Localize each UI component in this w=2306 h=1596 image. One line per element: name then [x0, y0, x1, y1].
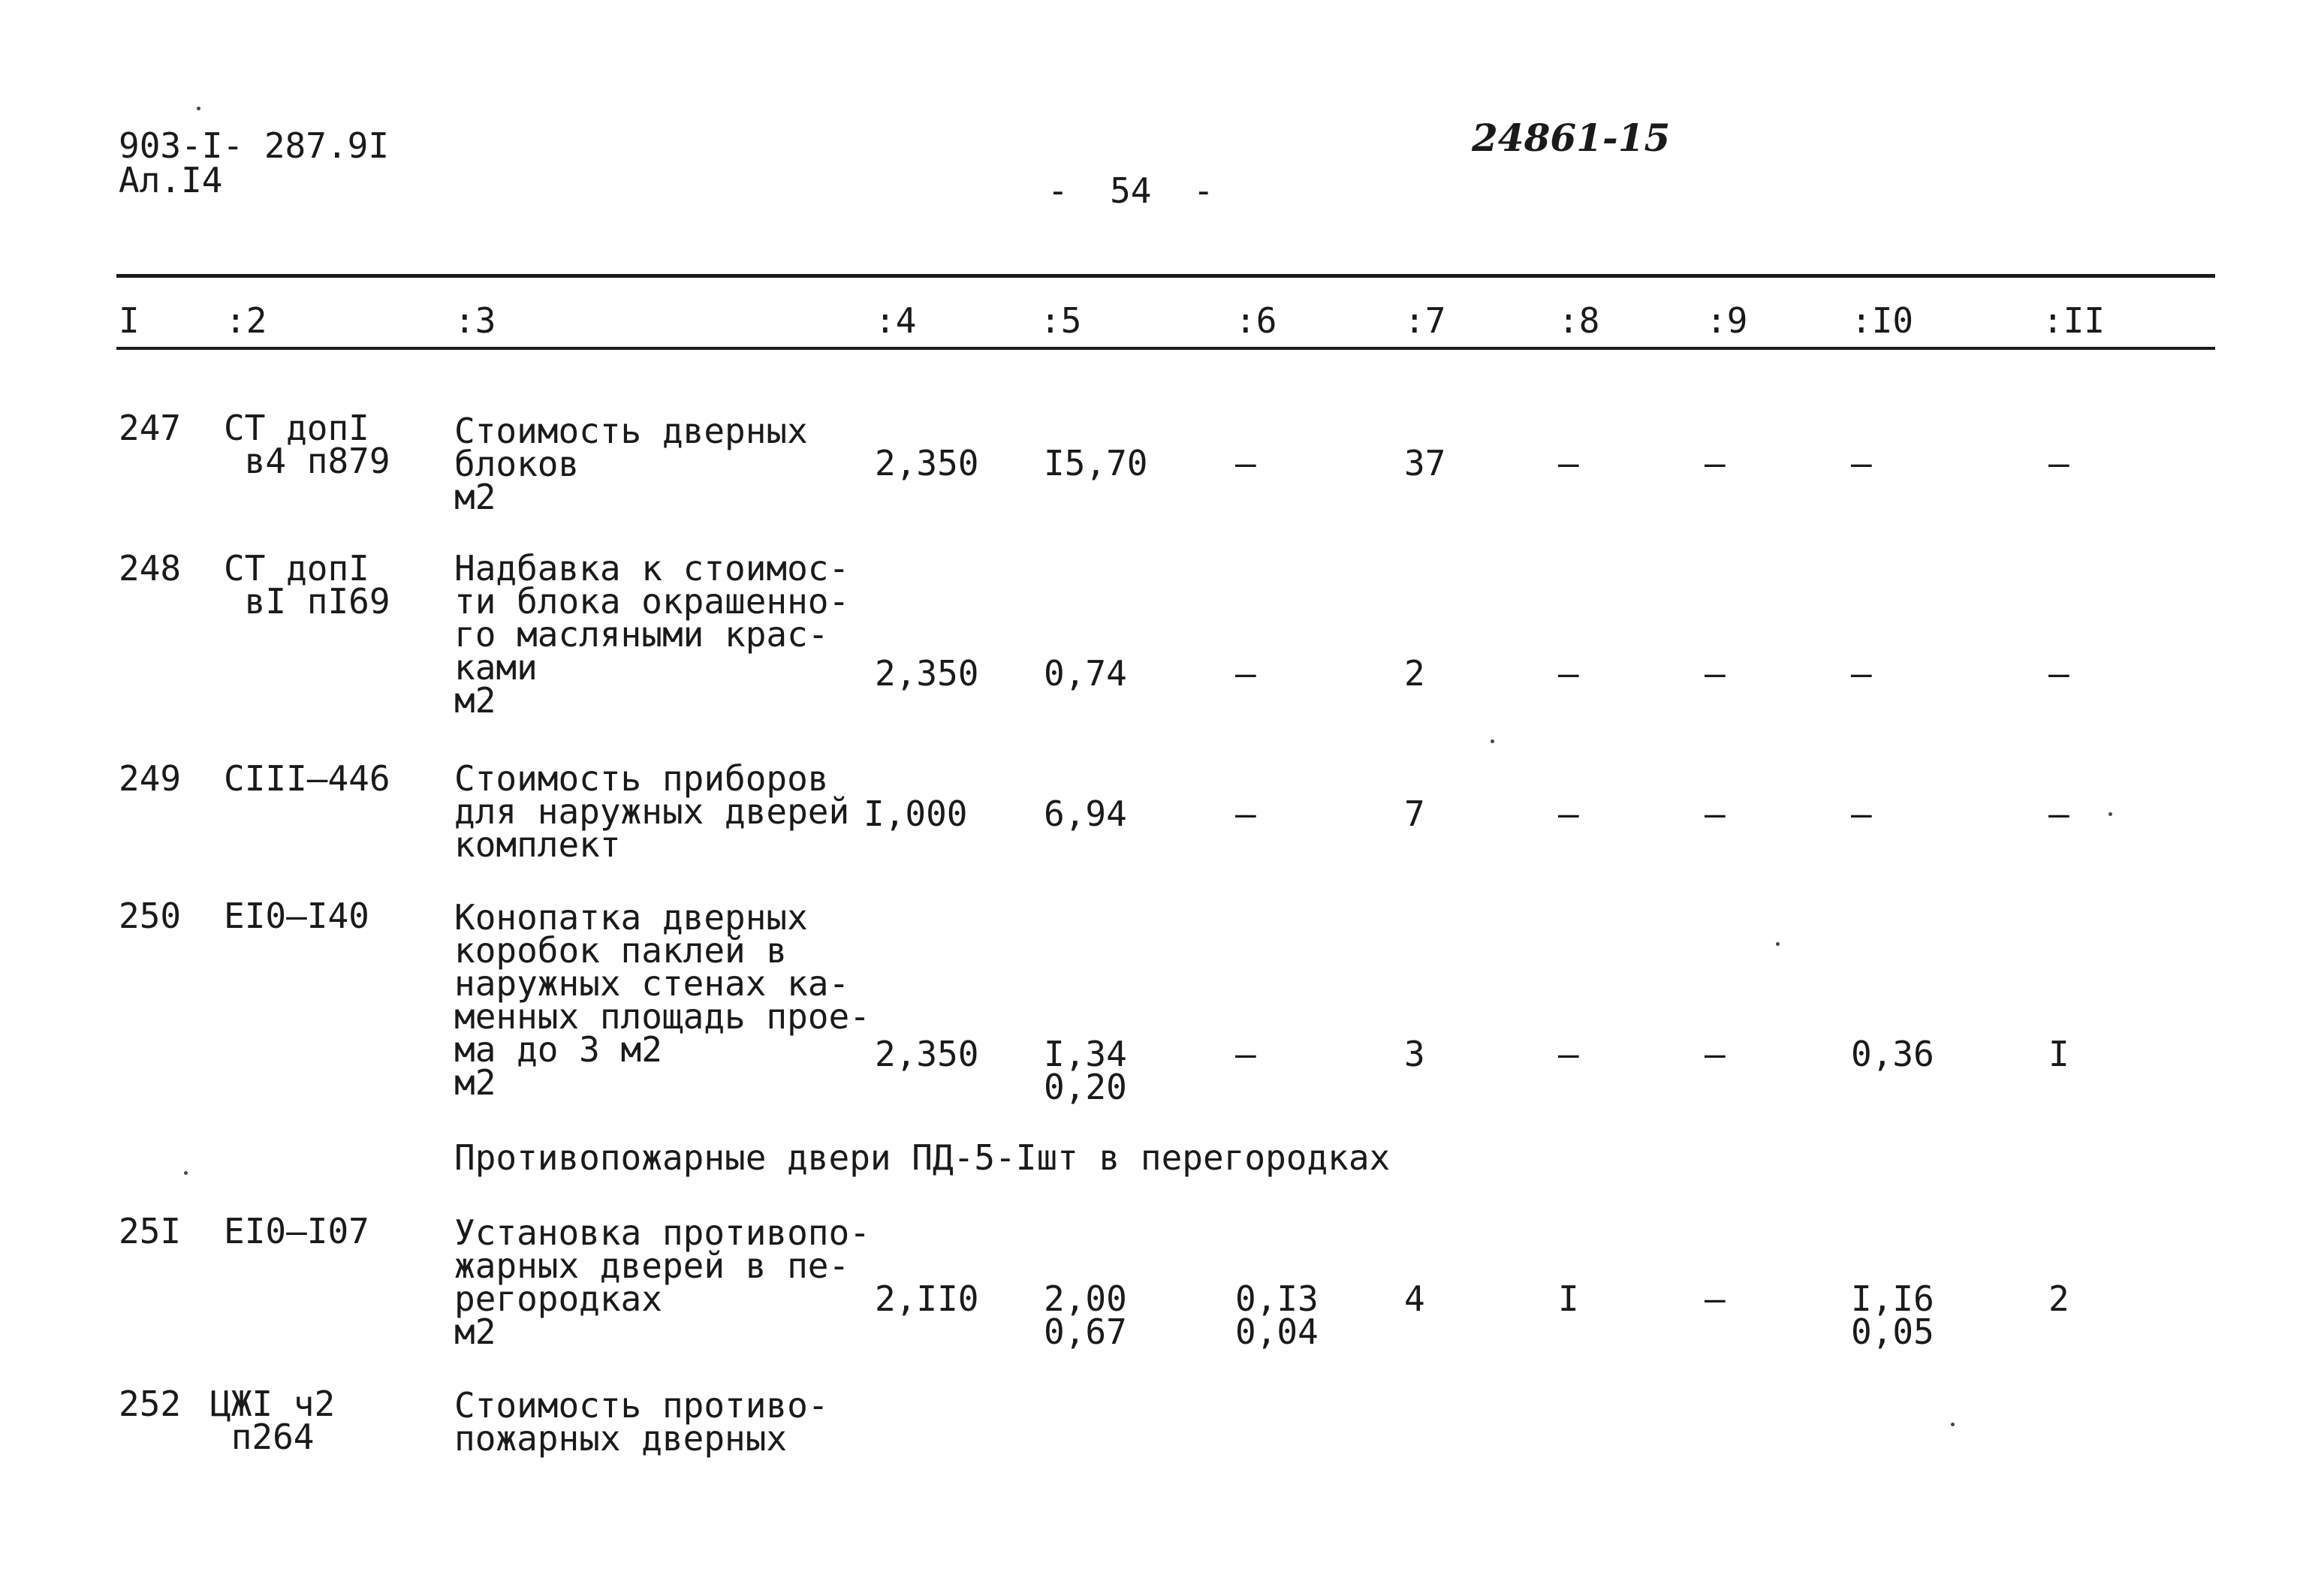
scan-speck: [184, 1171, 188, 1175]
sheet-label: Ал.I4: [119, 160, 223, 200]
column-header: :8: [1558, 300, 1600, 341]
col-8-value: I: [1558, 1278, 1579, 1319]
column-header: :6: [1235, 300, 1277, 341]
column-header: :II: [2042, 300, 2106, 341]
col-7-value: 2: [1404, 653, 1425, 694]
col-10-value: –: [1851, 653, 1872, 694]
col-10-value: –: [1851, 793, 1872, 834]
work-description: Стоимость дверных блоков м2: [454, 411, 808, 517]
row-number: 25I: [119, 1211, 182, 1251]
col-7-value: 4: [1404, 1278, 1425, 1319]
col-7-value: 37: [1404, 443, 1446, 483]
col-6-value: –: [1235, 793, 1256, 834]
quantity: 2,350: [875, 443, 979, 483]
col-8-value: –: [1558, 1034, 1579, 1074]
col-11-value: –: [2048, 443, 2069, 483]
header-bottom-rule: [116, 347, 2215, 350]
col-8-value: –: [1558, 653, 1579, 694]
col-11-value: –: [2048, 653, 2069, 694]
row-number: 252: [119, 1384, 182, 1424]
col-8-value: –: [1558, 443, 1579, 483]
col-10-value: –: [1851, 443, 1872, 483]
scan-speck: [1491, 739, 1494, 743]
col-6-value: –: [1235, 653, 1256, 694]
work-description: Конопатка дверных коробок паклей в наружных стенах ка- менных площадь прое- ма до 3 м2 м2: [454, 897, 870, 1103]
col-5-value: 0,74: [1044, 653, 1127, 694]
norm-code: ЕI0–I07: [224, 1211, 369, 1251]
col-11-value: I: [2048, 1034, 2069, 1074]
column-header: I: [119, 300, 140, 341]
scan-speck: [1951, 1423, 1955, 1426]
column-header: :4: [875, 300, 917, 341]
section-heading: Противопожарные двери ПД-5-Iшт в перегородках: [454, 1137, 1391, 1178]
col-9-value: –: [1705, 1034, 1726, 1074]
scan-speck: [197, 107, 200, 110]
column-header: :2: [225, 300, 267, 341]
col-8-value: –: [1558, 793, 1579, 834]
work-description: Установка противопо- жарных дверей в пе- регородках м2: [454, 1212, 870, 1352]
col-9-value: –: [1705, 653, 1726, 694]
col-7-value: 3: [1404, 1034, 1425, 1074]
col-6-value: –: [1235, 443, 1256, 483]
row-number: 248: [119, 548, 182, 589]
work-description: Стоимость приборов для наружных дверей комплект: [454, 758, 850, 865]
work-description: Стоимость противо- пожарных дверных: [454, 1385, 829, 1459]
scan-speck: [1776, 942, 1780, 946]
col-5-value: I,34 0,20: [1044, 1034, 1127, 1107]
col-11-value: –: [2048, 793, 2069, 834]
col-5-value: 6,94: [1044, 793, 1127, 834]
row-number: 249: [119, 758, 182, 799]
norm-code: СТ допI в4 п879: [224, 408, 390, 481]
handwritten-reference: 24861-15: [1472, 116, 1671, 160]
column-header: :9: [1706, 300, 1748, 341]
quantity: 2,350: [875, 1034, 979, 1074]
col-7-value: 7: [1404, 793, 1425, 834]
top-rule: [116, 274, 2215, 278]
page-number: - 54 -: [1047, 170, 1214, 211]
work-description: Надбавка к стоимос- ти блока окрашенно- го масляными крас- ками м2: [454, 548, 850, 721]
norm-code: ЕI0–I40: [224, 896, 369, 936]
row-number: 250: [119, 896, 182, 936]
col-6-value: –: [1235, 1034, 1256, 1074]
col-6-value: 0,I3 0,04: [1235, 1278, 1319, 1352]
quantity: 2,II0: [875, 1278, 979, 1319]
document-code: 903-I- 287.9I: [119, 125, 390, 166]
col-9-value: –: [1705, 1278, 1726, 1319]
col-5-value: 2,00 0,67: [1044, 1278, 1127, 1352]
col-10-value: 0,36: [1851, 1034, 1934, 1074]
column-header: :3: [454, 300, 496, 341]
column-header: :I0: [1851, 300, 1914, 341]
norm-code: СIII–446: [224, 758, 390, 799]
column-header: :7: [1404, 300, 1446, 341]
scan-speck: [2109, 812, 2112, 816]
row-number: 247: [119, 408, 182, 448]
col-10-value: I,I6 0,05: [1851, 1278, 1934, 1352]
col-5-value: I5,70: [1044, 443, 1148, 483]
quantity: 2,350: [875, 653, 979, 694]
column-header: :5: [1040, 300, 1082, 341]
norm-code: СТ допI вI пI69: [224, 548, 390, 622]
col-9-value: –: [1705, 793, 1726, 834]
norm-code: ЦЖI ч2 п264: [210, 1384, 336, 1457]
quantity: I,000: [864, 793, 968, 834]
col-11-value: 2: [2048, 1278, 2069, 1319]
col-9-value: –: [1705, 443, 1726, 483]
